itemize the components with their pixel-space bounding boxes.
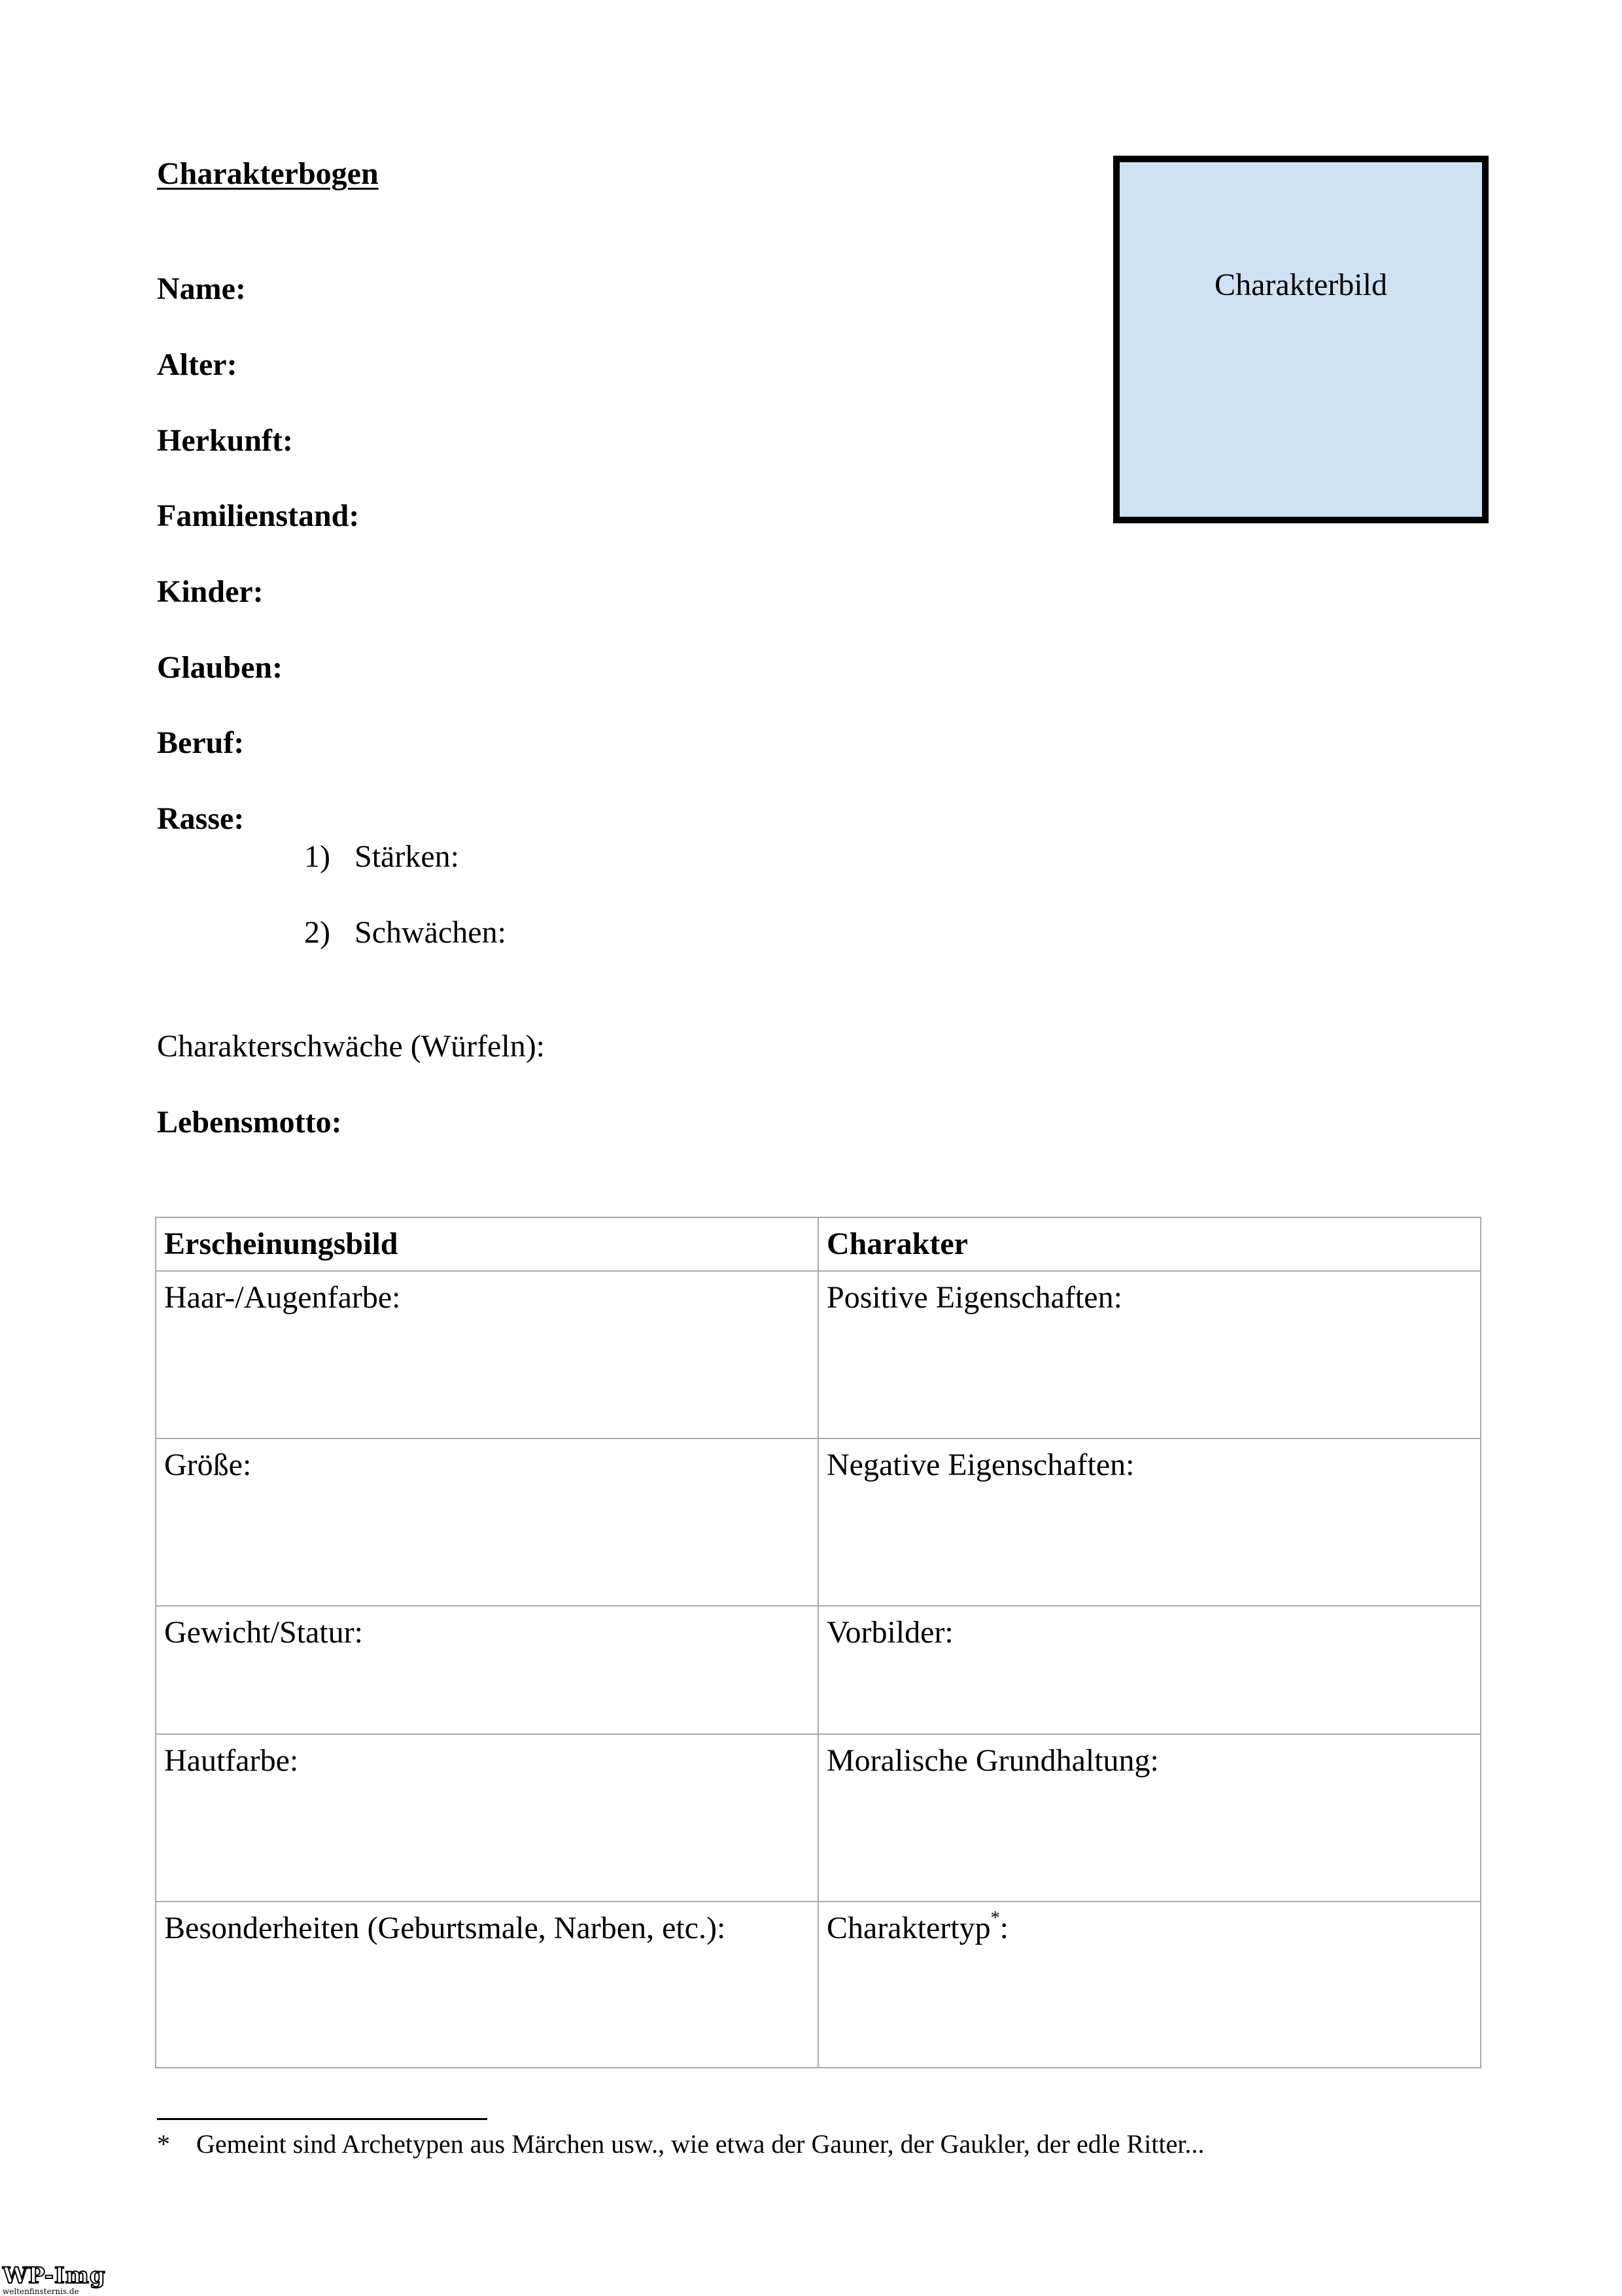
table-row: [156, 1734, 1481, 1902]
watermark-url: weltenfinsternis.de: [3, 2287, 79, 2296]
footnote-mark: *: [157, 2129, 170, 2159]
rasse-item-number: 1): [304, 839, 330, 874]
table-cell: Vorbilder:: [818, 1606, 1481, 1734]
table-cell: Negative Eigenschaften:: [818, 1438, 1481, 1606]
field-kinder: Kinder:: [157, 574, 264, 609]
field-rasse: Rasse:: [157, 801, 245, 836]
table-row: [156, 1902, 1481, 2068]
character-picture-label: Charakterbild: [1215, 268, 1387, 302]
footnote-separator: [157, 2118, 487, 2120]
table-cell: Besonderheiten (Geburtsmale, Narben, etc.):: [156, 1902, 818, 2068]
field-lebensmotto: Lebensmotto:: [157, 1105, 342, 1139]
field-glauben: Glauben:: [157, 650, 283, 685]
footnote-reference: *: [990, 1908, 1000, 1928]
table-row: [156, 1271, 1481, 1438]
field-charakterschwaeche: Charakterschwäche (Würfeln):: [157, 1029, 545, 1064]
table-header-erscheinungsbild: Erscheinungsbild: [156, 1217, 818, 1271]
field-alter: Alter:: [157, 347, 237, 382]
character-picture-box: [1113, 156, 1489, 523]
table-row: [156, 1438, 1481, 1606]
table-cell: Haar-/Augenfarbe:: [156, 1271, 818, 1438]
rasse-item-number: 2): [304, 915, 330, 950]
field-name: Name:: [157, 271, 246, 306]
table-cell: Größe:: [156, 1438, 818, 1606]
table-cell: Positive Eigenschaften:: [818, 1271, 1481, 1438]
rasse-item-schwaechen: Schwächen:: [354, 915, 506, 950]
table-cell: Moralische Grundhaltung:: [818, 1734, 1481, 1902]
table-header-row: [156, 1217, 1481, 1271]
table-header-charakter: Charakter: [818, 1217, 1481, 1271]
watermark-logo: [3, 2265, 106, 2295]
rasse-item-staerken: Stärken:: [354, 839, 459, 874]
table-cell: Gewicht/Statur:: [156, 1606, 818, 1734]
page-title: Charakterbogen: [157, 156, 379, 191]
field-familienstand: Familienstand:: [157, 498, 360, 533]
table-cell: Hautfarbe:: [156, 1734, 818, 1902]
charaktertyp-label: Charaktertyp: [827, 1911, 991, 1945]
watermark-logo-text: WP-Img: [3, 2263, 106, 2289]
field-beruf: Beruf:: [157, 725, 245, 760]
table-cell-charaktertyp: [818, 1902, 1481, 2068]
character-table: [155, 1217, 1481, 2068]
footnote-text: Gemeint sind Archetypen aus Märchen usw., wie etwa der Gauner, der Gaukler, der edle Ritter...: [196, 2129, 1205, 2159]
table-row: [156, 1606, 1481, 1734]
field-herkunft: Herkunft:: [157, 423, 293, 458]
charaktertyp-colon: :: [999, 1911, 1009, 1945]
